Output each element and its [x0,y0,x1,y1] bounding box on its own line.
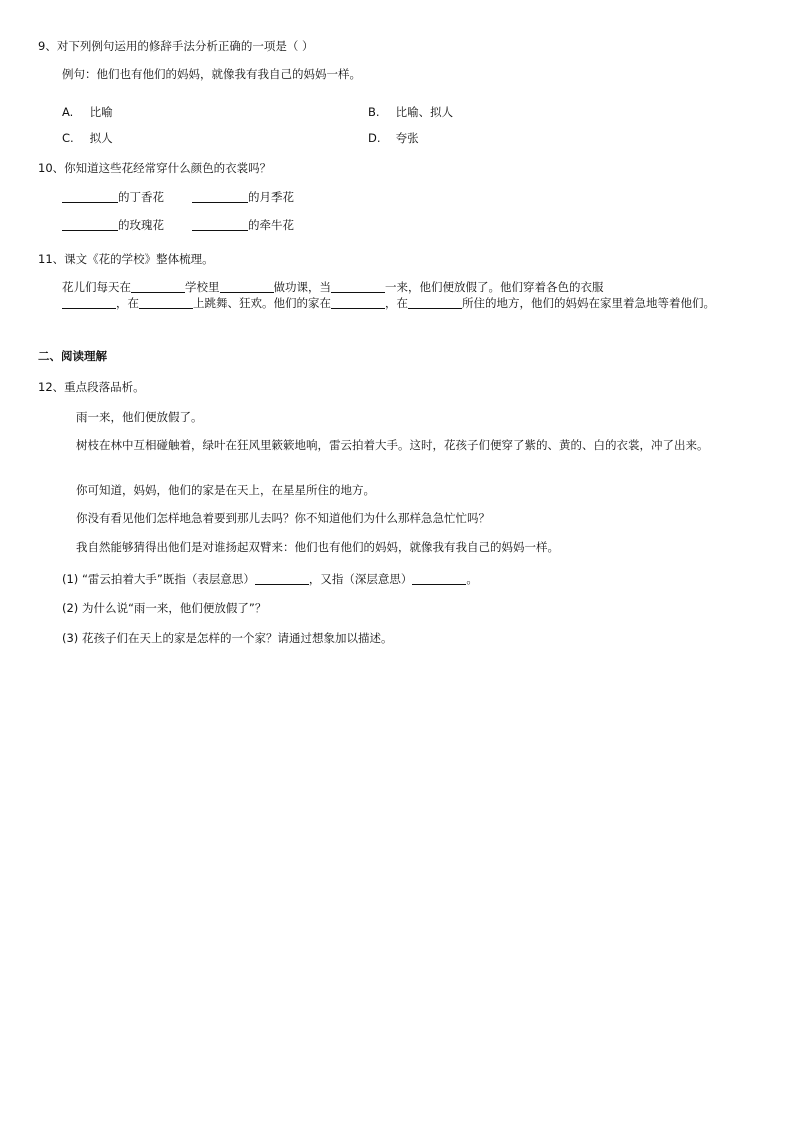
answer-blank[interactable] [192,218,248,231]
q10-item-clove: 的丁香花 [62,189,164,206]
q12-paragraph: 树枝在林中互相碰触着，绿叶在狂风里簌簌地响，雷云拍着大手。这时，花孩子们便穿了紫的、黄的、白的衣裳，冲了出来。 [76,438,709,452]
option-text: 夸张 [395,131,419,145]
q10-stem: 10、你知道这些花经常穿什么颜色的衣裳吗？ [38,161,272,175]
q9-option-c[interactable] [62,130,113,147]
answer-blank[interactable] [62,218,118,231]
answer-blank[interactable] [62,296,116,309]
answer-blank[interactable] [408,296,462,309]
q9-example: 例句：他们也有他们的妈妈，就像我有我自己的妈妈一样。 [62,67,361,81]
option-letter: C. [62,131,74,145]
option-text: 拟人 [89,131,113,145]
q12-paragraph: 我自然能够猜得出他们是对谁扬起双臂来：他们也有他们的妈妈，就像我有我自己的妈妈一样。 [76,540,559,554]
q9-option-b[interactable] [368,104,453,121]
answer-blank[interactable] [131,280,185,293]
q9-option-d[interactable] [368,130,419,147]
answer-blank[interactable] [412,572,466,585]
q12-sub2: (2) 为什么说“雨一来，他们便放假了”？ [62,601,267,615]
q10-item-chinese-rose: 的月季花 [192,189,294,206]
answer-blank[interactable] [331,296,385,309]
option-letter: A. [62,105,74,119]
q11-passage: 花儿们每天在 学校里 做功课，当 一来，他们便放假了。他们穿着各色的衣服 ，在 上跳舞、狂欢。他们的家在 ，在 所住的地方，他们的妈妈在家里着急地等着他们。 [62,280,715,310]
q12-sub1: (1) “雷云拍着大手”既指（表层意思） ，又指（深层意思） 。 [62,572,478,586]
section-title-reading: 二、阅读理解 [38,349,107,363]
q9-option-a[interactable] [62,104,113,121]
answer-blank[interactable] [139,296,193,309]
answer-blank[interactable] [255,572,309,585]
option-letter: B. [368,105,380,119]
q12-paragraph: 你没有看见他们怎样地急着要到那儿去吗？你不知道他们为什么那样急急忙忙吗？ [76,511,490,525]
answer-blank[interactable] [220,280,274,293]
q11-stem: 11、课文《花的学校》整体梳理。 [38,252,214,266]
option-letter: D. [368,131,381,145]
q9-stem: 9、对下列例句运用的修辞手法分析正确的一项是（ ） [38,39,314,53]
answer-blank[interactable] [192,190,248,203]
answer-blank[interactable] [331,280,385,293]
answer-blank[interactable] [62,190,118,203]
q12-paragraph: 你可知道，妈妈，他们的家是在天上，在星星所住的地方。 [76,483,375,497]
option-text: 比喻、拟人 [395,105,454,119]
q12-paragraph: 雨一来，他们便放假了。 [76,410,203,424]
q12-stem: 12、重点段落品析。 [38,380,145,394]
q10-item-rose: 的玫瑰花 [62,217,164,234]
q10-item-morning-glory: 的牵牛花 [192,217,294,234]
q12-sub3: (3) 花孩子们在天上的家是怎样的一个家？请通过想象加以描述。 [62,631,393,645]
option-text: 比喻 [89,105,113,119]
